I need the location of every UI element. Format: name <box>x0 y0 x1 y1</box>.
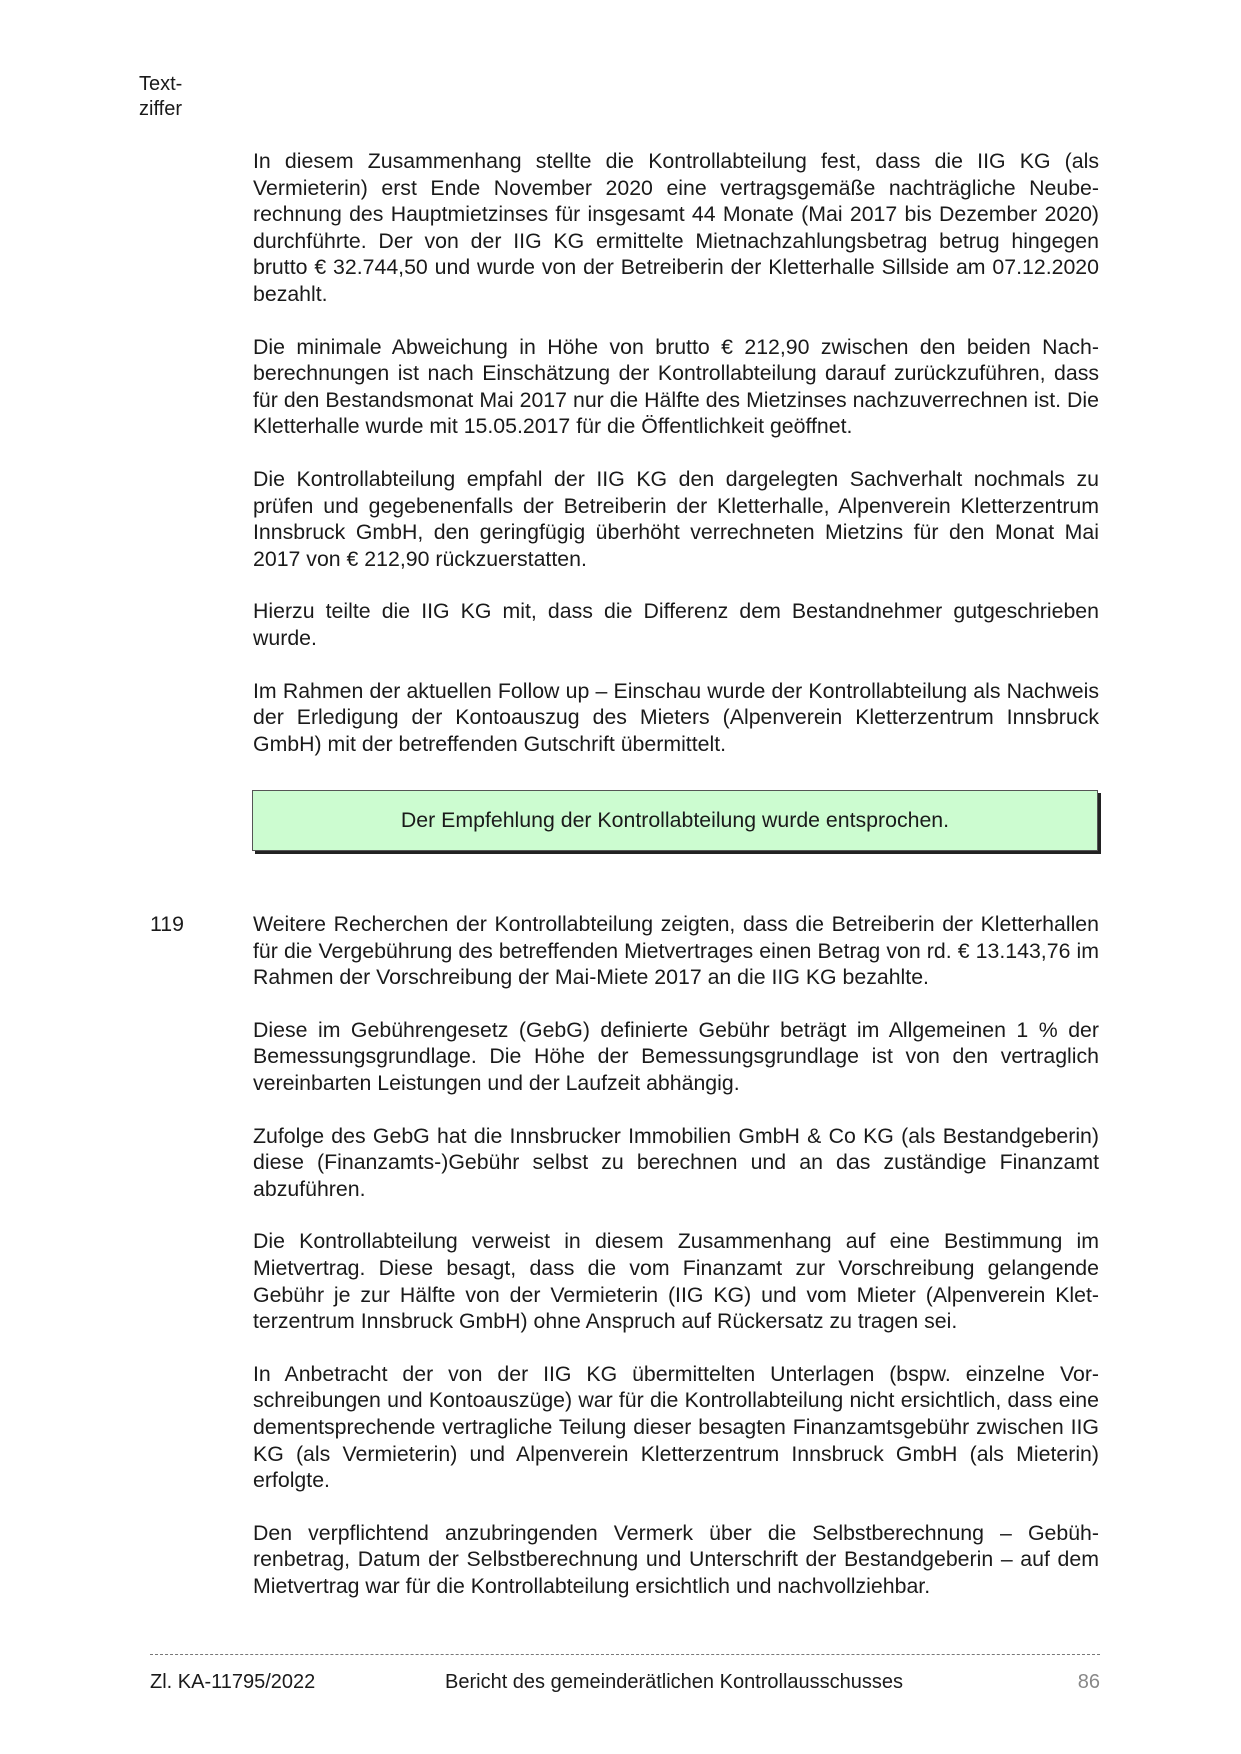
paragraph: Den verpflichtend anzubringenden Vermerk über die Selbstberechnung – Gebührenbetrag, Datum der Selbstberechnung und Unterschrift der Bestandgeberin – auf dem Mietvertrag war für die Kontrollabteilung ersichtlich und nachvollziehbar. <box>253 1520 1099 1598</box>
footer-title: Bericht des gemeinderätlichen Kontrollausschusses <box>445 1671 904 1693</box>
paragraph: Im Rahmen der aktuellen Follow up – Einschau wurde der Kontrollabteilung als Nachweis der Erledigung der Kontoauszug des Mieters (Alpenverein Kletterzentrum Innsbruck GmbH) mit der betreffenden Gutschrift übermittelt. <box>253 678 1099 756</box>
paragraph: Die minimale Abweichung in Höhe von brutto € 212,90 zwischen den beiden Nachberechnungen ist nach Einschätzung der Kontrollabteilung darauf zurückzuführen, dass für den Bestandsmonat Mai 2017 nur die Hälfte des Mietzinses nachzuverrechnen ist. Die Kletterhalle wurde mit 15.05.2017 für die Öffentlichkeit geöffnet. <box>253 334 1099 439</box>
result-box-text: Der Empfehlung der Kontrollabteilung wurde entsprochen. <box>400 808 950 832</box>
footer-reference: Zl. KA-11795/2022 <box>150 1671 316 1693</box>
paragraph: Die Kontrollabteilung verweist in diesem Zusammenhang auf eine Bestimmung im Mietvertrag. Diese besagt, dass die vom Finanzamt zur Vorschreibung gelangende Gebühr je zur Hälfte von der Vermieterin (IIG KG) und vom Mieter (Alpenverein Kletterzentrum Innsbruck GmbH) ohne Anspruch auf Rückersatz zu tragen sei. <box>253 1229 1099 1334</box>
paragraph: Weitere Recherchen der Kontrollabteilung zeigten, dass die Betreiberin der Kletterhallen für die Vergebührung des betreffenden Mietvertrages einen Betrag von rd. € 13.143,76 im Rahmen der Vorschreibung der Mai-Miete 2017 an die IIG KG bezahlte. <box>253 912 1099 990</box>
section-number: 119 <box>150 912 184 936</box>
result-box <box>252 790 1098 851</box>
paragraph: Die Kontrollabteilung empfahl der IIG KG den dargelegten Sachverhalt nochmals zu prüfen und gegebenenfalls der Betreiberin der Kletterhalle, Alpenverein Kletterzentrum Innsbruck GmbH, den geringfügig überhöht verrechneten Mietzins für den Monat Mai 2017 von € 212,90 rückzuerstatten. <box>253 466 1099 571</box>
page-number: 86 <box>1077 1671 1100 1693</box>
paragraph: Zufolge des GebG hat die Innsbrucker Immobilien GmbH & Co KG (als Bestandgeberin) diese (Finanzamts-)Gebühr selbst zu berechnen und an das zuständige Finanzamt abzuführen. <box>253 1123 1099 1201</box>
paragraph: Hierzu teilte die IIG KG mit, dass die Differenz dem Bestandnehmer gutgeschrieben wurde. <box>253 599 1099 650</box>
paragraph: Diese im Gebührengesetz (GebG) definierte Gebühr beträgt im Allgemeinen 1 % der Bemessungsgrundlage. Die Höhe der Bemessungsgrundlage ist von den vertraglich vereinbarten Leistungen und der Laufzeit abhängig. <box>253 1017 1099 1095</box>
margin-label <box>139 72 219 122</box>
margin-label-line1: Text- <box>139 73 183 95</box>
paragraph: In Anbetracht der von der IIG KG übermittelten Unterlagen (bspw. einzelne Vorschreibungen und Kontoauszüge) war für die Kontrollabteilung nicht ersichtlich, dass eine dementsprechende vertragliche Teilung dieser besagten Finanzamtsgebühr zwischen IIG KG (als Vermieterin) und Alpenverein Kletterzentrum Innsbruck GmbH (als Mieterin) erfolgte. <box>253 1361 1099 1493</box>
margin-label-line2: ziffer <box>139 98 182 120</box>
section-body <box>253 911 1099 1599</box>
paragraph: In diesem Zusammenhang stellte die Kontrollabteilung fest, dass die IIG KG (als Vermieterin) erst Ende November 2020 eine vertragsgemäße nachträgliche Neuberechnung des Hauptmietzinses für insgesamt 44 Monate (Mai 2017 bis Dezember 2020) durchführte. Der von der IIG KG ermittelte Mietnachzahlungsbetrag betrug hingegen brutto € 32.744,50 und wurde von der Betreiberin der Kletterhalle Sillside am 07.12.2020 bezahlt. <box>253 149 1099 306</box>
intro-text <box>253 148 1099 757</box>
footer-divider <box>150 1654 1100 1655</box>
